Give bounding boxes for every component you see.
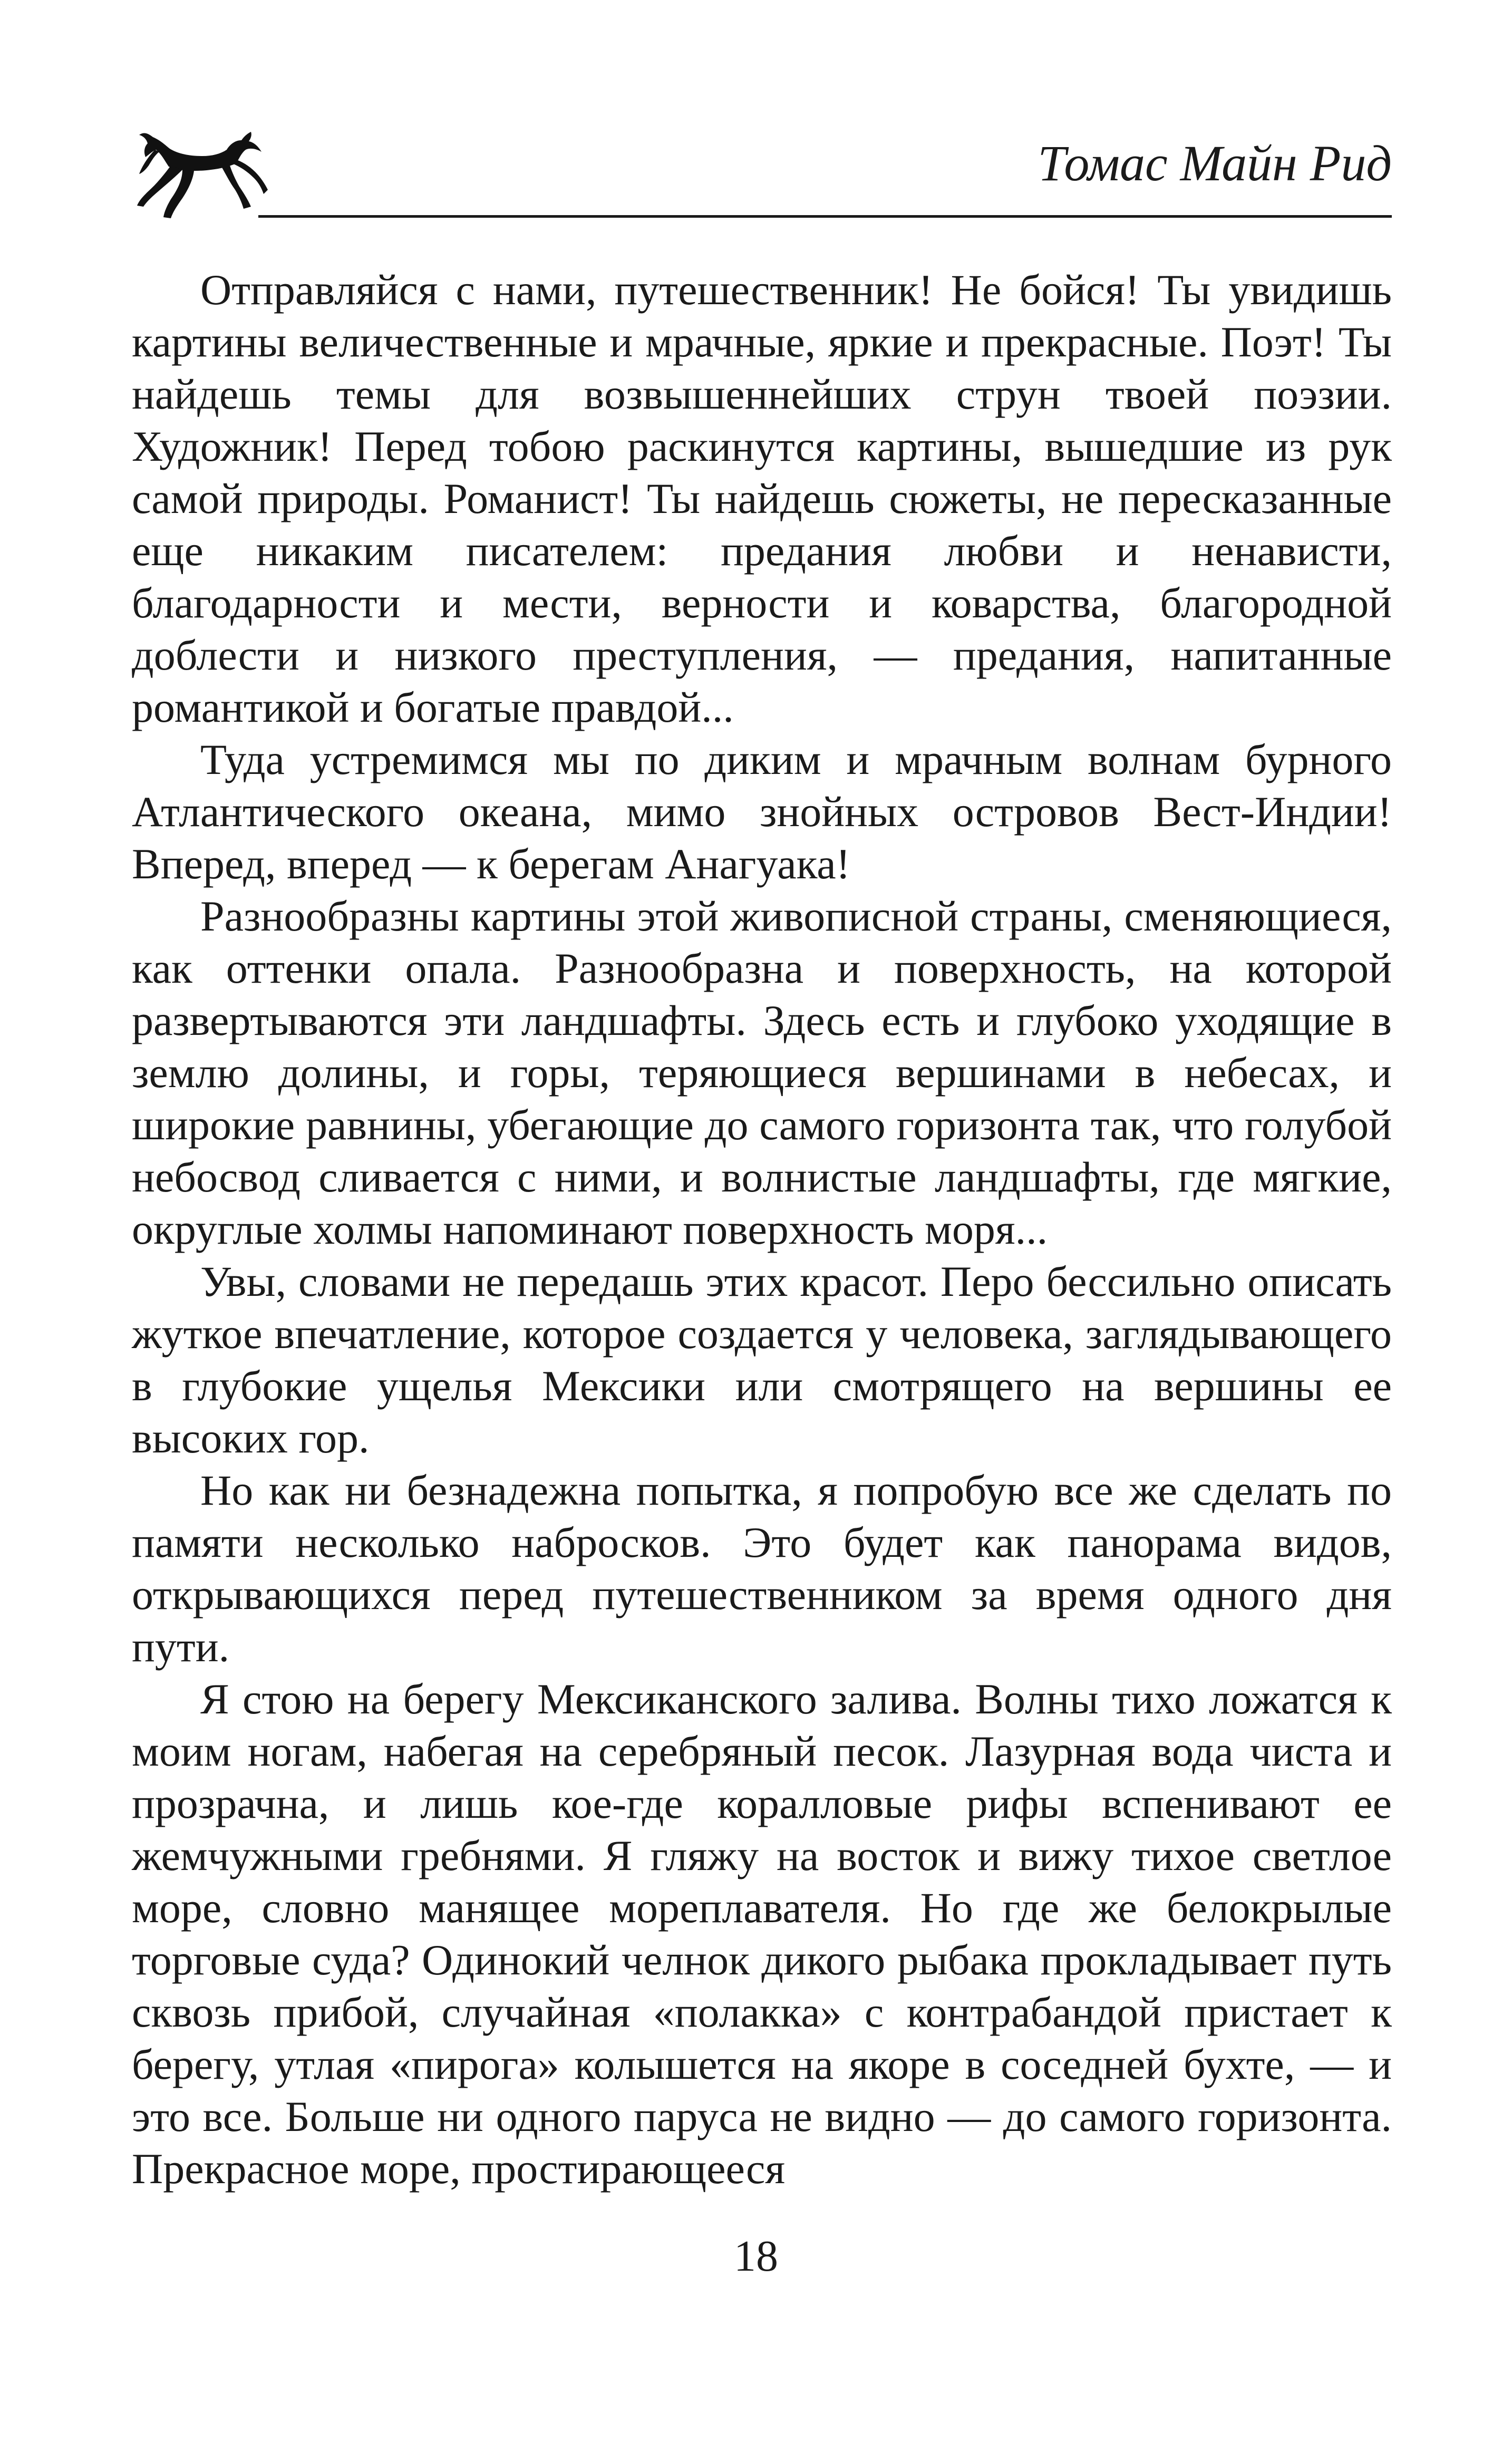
body-text [132,264,1392,2195]
paragraph: Разнообразны картины этой живописной страны, сменяющиеся, как оттенки опала. Разнообразна и поверхность, на которой развертываются эти ландшафты. Здесь есть и глубоко уходящие в землю долины, и горы, теряющиеся вершинами в небесах, и широкие равнины, убегающие до самого горизонта так, что голубой небосвод сливается с ними, и волнистые ландшафты, где мягкие, округлые холмы напоминают поверхность моря... [132,892,1392,1253]
header-rule [258,215,1392,218]
running-header [132,121,1392,243]
paragraph: Но как ни безнадежна попытка, я попробую все же сделать по памяти несколько набросков. Это будет как панорама видов, открывающихся перед путешественником за время одного дня пути. [132,1466,1392,1671]
horse-icon [132,121,269,227]
page-number: 18 [734,2232,778,2281]
paragraph: Увы, словами не передашь этих красот. Перо бессильно описать жуткое впечатление, которое создается у человека, заглядывающего в глубокие ущелья Мексики или смотрящего на вершины ее высоких гор. [132,1257,1392,1462]
paragraph: Отправляйся с нами, путешественник! Не бойся! Ты увидишь картины величественные и мрачные, яркие и прекрасные. Поэт! Ты найдешь темы для возвышеннейших струн твоей поэзии. Художник! Перед тобою раскинутся картины, вышедшие из рук самой природы. Романист! Ты найдешь сюжеты, не пересказанные еще никаким писателем: предания любви и ненависти, благодарности и мести, верности и коварства, благородной доблести и низкого преступления, — предания, напитанные романтикой и богатые правдой... [132,266,1392,731]
paragraph: Я стою на берегу Мексиканского залива. Волны тихо ложатся к моим ногам, набегая на серебряный песок. Лазурная вода чиста и прозрачна, и лишь кое-где коралловые рифы вспенивают ее жемчужными гребнями. Я гляжу на восток и вижу тихое светлое море, словно манящее мореплавателя. Но где же белокрылые торговые суда? Одинокий челнок дикого рыбака прокладывает путь сквозь прибой, случайная «полакка» с контрабандой пристает к берегу, утлая «пирога» колышется на якоре в соседней бухте, — и это все. Больше ни одного паруса не видно — до самого горизонта. Прекрасное море, простирающееся [132,1675,1392,2193]
running-header-author: Томас Майн Рид [1038,135,1392,191]
paragraph: Туда устремимся мы по диким и мрачным волнам бурного Атлантического океана, мимо знойных островов Вест-Индии! Вперед, вперед — к берегам Анагуака! [132,735,1392,888]
